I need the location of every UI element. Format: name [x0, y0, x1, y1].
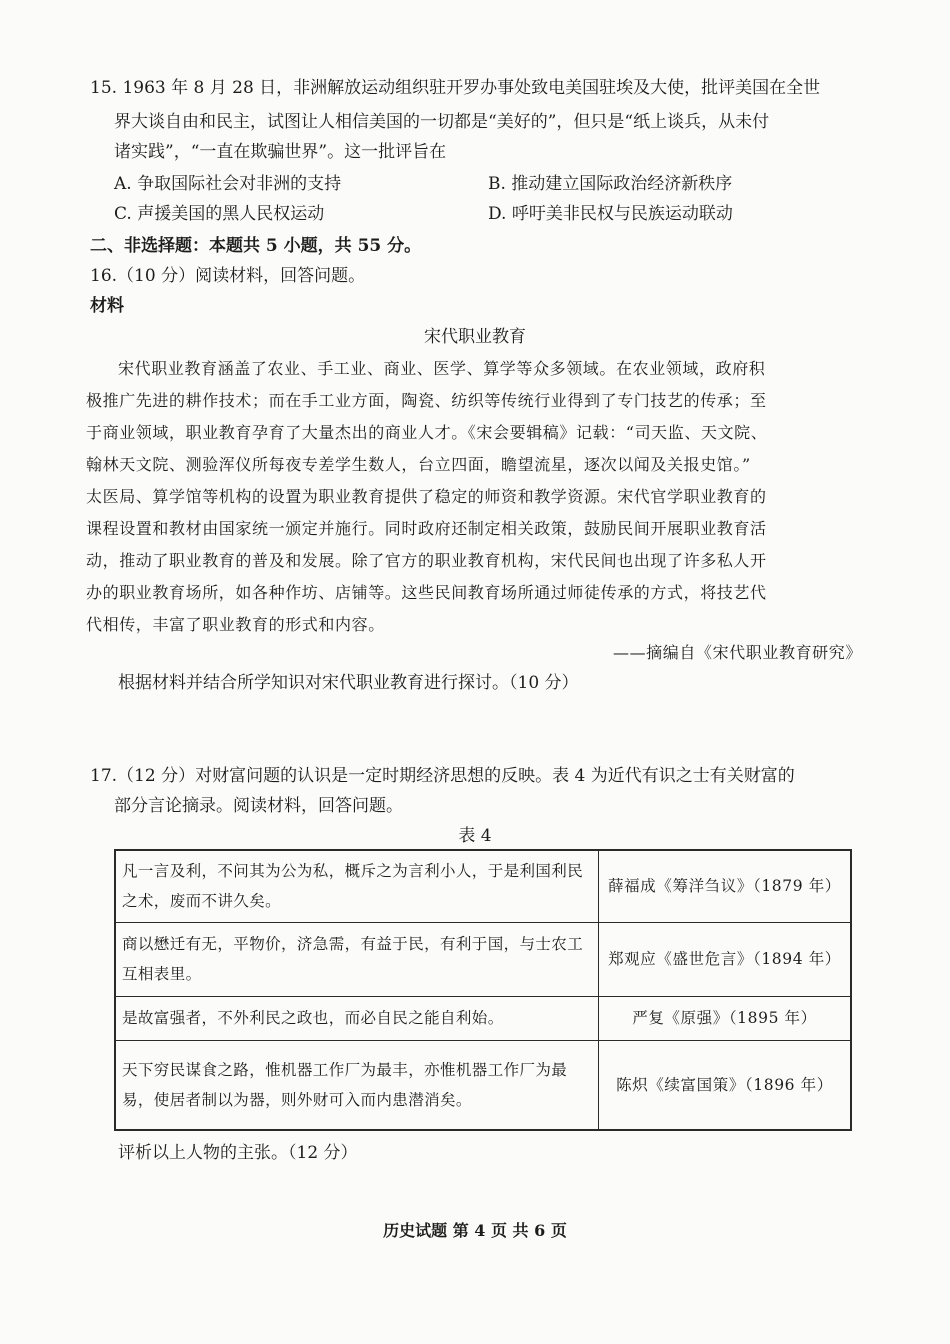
table-row — [115, 850, 851, 922]
table-row — [115, 1040, 851, 1130]
section-2-heading: 二、非选择题：本题共 5 小题，共 55 分。 — [90, 236, 422, 256]
table-source-cell: 薛福成《筹洋刍议》（1879 年） — [599, 850, 852, 922]
table-source-cell: 严复《原强》（1895 年） — [599, 996, 852, 1040]
page-footer: 历史试题 第 4 页 共 6 页 — [383, 1221, 567, 1240]
table-row — [115, 996, 851, 1040]
q16-material-line: 宋代职业教育涵盖了农业、手工业、商业、医学、算学等众多领域。在农业领域，政府积 — [118, 359, 766, 378]
q15-option-a: A. 争取国际社会对非洲的支持 — [114, 174, 342, 194]
q16-material-line: 太医局、算学馆等机构的设置为职业教育提供了稳定的师资和教学资源。宋代官学职业教育的 — [86, 487, 767, 506]
q16-material-label: 材料 — [90, 296, 124, 316]
table-quote-cell: 商以懋迁有无，平物价，济急需，有益于民，有利于国，与士农工互相表里。 — [115, 922, 599, 996]
table-quote-cell: 凡一言及利，不问其为公为私，概斥之为言利小人，于是利国利民之术，废而不讲久矣。 — [115, 850, 599, 922]
q15-option-b: B. 推动建立国际政治经济新秩序 — [488, 174, 733, 194]
q16-material-line: 于商业领域，职业教育孕育了大量杰出的商业人才。《宋会要辑稿》记载：“司天监、天文院、 — [86, 423, 768, 442]
q16-material-line: 课程设置和教材由国家统一颁定并施行。同时政府还制定相关政策，鼓励民间开展职业教育活 — [86, 519, 767, 538]
q17-question: 评析以上人物的主张。（12 分） — [118, 1143, 358, 1163]
q15-line-3: 诸实践”，“一直在欺骗世界”。这一批评旨在 — [114, 142, 447, 162]
table-4 — [114, 849, 852, 1131]
q15-option-c: C. 声援美国的黑人民权运动 — [114, 204, 325, 224]
q15-line-2: 界大谈自由和民主，试图让人相信美国的一切都是“美好的”，但只是“纸上谈兵，从未付 — [114, 112, 770, 132]
q16-question: 根据材料并结合所学知识对宋代职业教育进行探讨。（10 分） — [118, 673, 579, 693]
q15-line-1: 15. 1963 年 8 月 28 日，非洲解放运动组织驻开罗办事处致电美国驻埃及大使，批评美国在全世 — [90, 78, 821, 98]
table-row — [115, 922, 851, 996]
q16-material-line: 极推广先进的耕作技术；而在手工业方面，陶瓷、纺织等传统行业得到了专门技艺的传承；至 — [86, 391, 767, 410]
q16-material-line: 办的职业教育场所，如各种作坊、店铺等。这些民间教育场所通过师徒传承的方式，将技艺代 — [86, 583, 767, 602]
q17-line-2: 部分言论摘录。阅读材料，回答问题。 — [114, 796, 403, 816]
table-source-cell: 郑观应《盛世危言》（1894 年） — [599, 922, 852, 996]
q16-header: 16.（10 分）阅读材料，回答问题。 — [90, 266, 366, 286]
q16-material-line: 翰林天文院、测验浑仪所每夜专差学生数人，台立四面，瞻望流星，逐次以闻及关报史馆。” — [86, 455, 751, 474]
table-quote-cell: 是故富强者，不外利民之政也，而必自民之能自利始。 — [115, 996, 599, 1040]
q17-line-1: 17.（12 分）对财富问题的认识是一定时期经济思想的反映。表 4 为近代有识之士有关财富的 — [90, 766, 795, 786]
table-quote-cell: 天下穷民谋食之路，惟机器工作厂为最丰，亦惟机器工作厂为最易，使居者制以为器，则外财可入而内患潜消矣。 — [115, 1040, 599, 1130]
q16-source: ——摘编自《宋代职业教育研究》 — [612, 643, 862, 662]
table-4-title: 表 4 — [458, 826, 492, 846]
q15-option-d: D. 呼吁美非民权与民族运动联动 — [488, 204, 733, 224]
q16-material-title: 宋代职业教育 — [424, 327, 526, 347]
q16-material-line: 动，推动了职业教育的普及和发展。除了官方的职业教育机构，宋代民间也出现了许多私人开 — [86, 551, 767, 570]
q16-material-line: 代相传，丰富了职业教育的形式和内容。 — [86, 615, 385, 634]
table-source-cell: 陈炽《续富国策》（1896 年） — [599, 1040, 852, 1130]
